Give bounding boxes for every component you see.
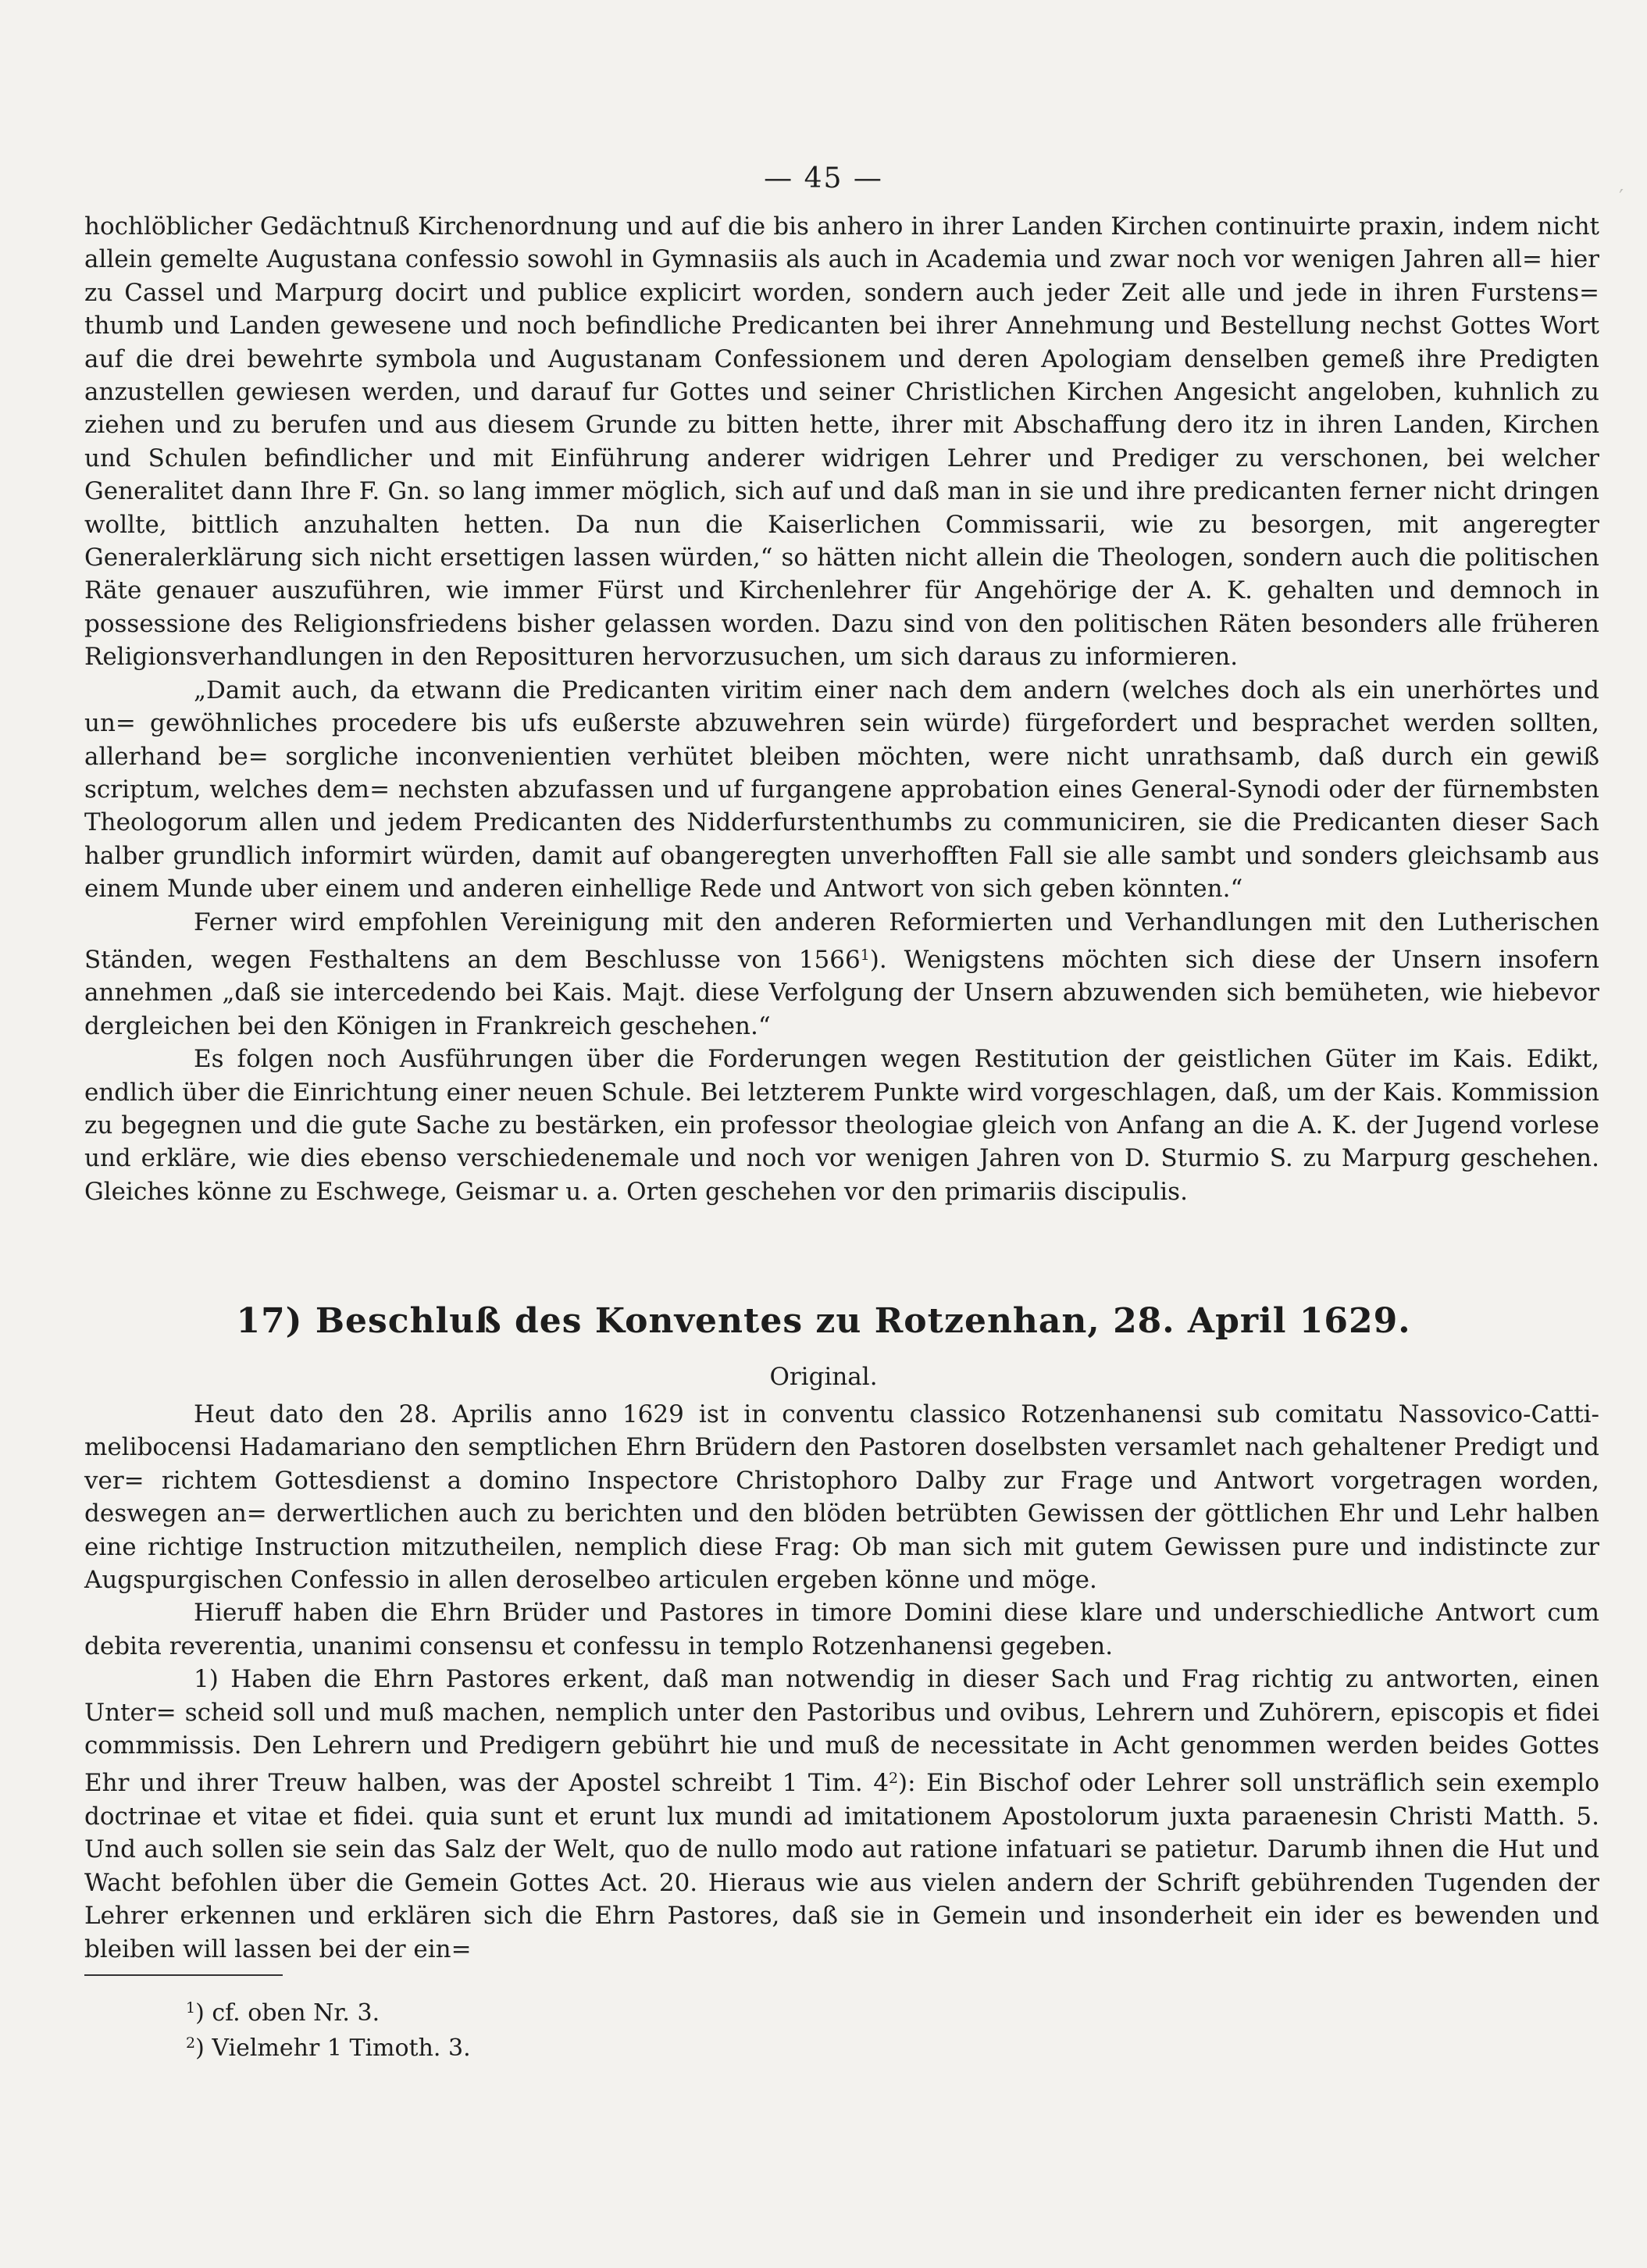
paragraph-convention: Heut dato den 28. Aprilis anno 1629 ist in conventu classico Rotzenhanensi sub comitatu Nassovico-Catti- melibocensi Hadamariano den semptlichen Ehrn Brüdern den Pastoren doselbsten versamlet nach gehaltener Predigt und ver= richtem Gottesdienst a domino Inspectore Christophoro Dalby zur Frage und Antwort vorgetragen worden, deswegen an= derwertlichen auch zu berichten und den blöden betrübten Gewissen der göttlichen Ehr und Lehr halben eine richtige Instruction mitzutheilen, nemplich diese Frag: Ob man sich mit gutem Gewissen pure und indistincte zur Augspurgischen Confessio in allen deroselbeo articulen ergeben könne und möge. xyxy=(84,1400,1599,1595)
paragraph-text: ). Wenigstens möchten sich diese der Unsern insofern annehmen „daß sie intercedendo bei Kais. Majt. diese Verfolgung der Unsern abzuwenden sich bemüheten, wie hiebevor dergleichen bei den Königen in Frankreich geschehen.“ xyxy=(84,945,1600,1040)
footnote-reference: 1 xyxy=(860,946,870,964)
footnote-mark: 2 xyxy=(186,2034,196,2052)
paragraph-point-one xyxy=(84,1663,1599,1966)
page-number: — 45 — xyxy=(764,162,883,194)
footnote-text: ) cf. oben Nr. 3. xyxy=(195,1999,380,2027)
paragraph-school: Es folgen noch Ausführungen über die Forderungen wegen Restitution der geistlichen Güter im Kais. Edikt, endlich über die Einrichtung einer neuen Schule. Bei letzterem Punkte wird vorgeschlagen, daß, um der Kais. Kommission zu begegnen und die gute Sache zu bestärken, ein professor theologiae gleich von Anfang an die A. K. der Jugend vorlese und erkläre, wie dies ebenso verschiedenemale und noch vor wenigen Jahren von D. Sturmio S. zu Marpurg geschehen. Gleiches könne zu Eschwege, Geismar u. a. Orten geschehen vor den primariis discipulis. xyxy=(84,1045,1599,1206)
paragraph-text: ): Ein Bischof oder Lehrer soll unsträflich sein exemplo doctrinae et vitae et fidei. quia sunt et erunt lux mundi ad imitationem Apostolorum juxta paraenesin Christi Matth. 5. Und auch sollen sie sein das Salz der Welt, quo de nullo modo aut ratione infatuari se patietur. Darumb ihnen die Hut und Wacht befohlen über die Gemein Gottes Act. 20. Hieraus wie aus vielen andern der Schrift gebührenden Tugenden der Lehrer erkennen und erklären sich die Ehrn Pastores, daß sie in Gemein und insonderheit ein ider es bewenden und bleiben will lassen bei der ein= xyxy=(84,1769,1599,1963)
paragraph-answer: Hieruff haben die Ehrn Brüder und Pastores in timore Domini diese klare und underschiedliche Antwort cum debita reverentia, unanimi consensu et confessu in templo Rotzenhanensi gegeben. xyxy=(84,1599,1599,1660)
text-block-bottom xyxy=(84,1398,1599,1966)
section-heading: 17) Beschluß des Konventes zu Rotzenhan, 28. April 1629. xyxy=(236,1301,1411,1341)
paragraph-text: Ferner wird empfohlen Vereinigung mit den anderen Reformierten und Verhandlungen mit den Lutherischen Ständen, wegen Festhaltens an dem Beschlusse von 1566 xyxy=(84,908,1599,974)
footnote-reference: 2 xyxy=(888,1770,899,1788)
footnote-text: ) Vielmehr 1 Timoth. 3. xyxy=(195,2034,471,2062)
text-block-top xyxy=(84,210,1599,1208)
paragraph-continuation: hochlöblicher Gedächtnuß Kirchenordnung und auf die bis anhero in ihrer Landen Kirchen continuirte praxin, indem nicht allein gemelte Augustana confessio sowohl in Gymnasiis als auch in Academia und zwar noch vor wenigen Jahren all= hier zu Cassel und Marpurg docirt und publice explicirt worden, sondern auch jeder Zeit alle und jede in ihren Furstens= thumb und Landen gewesene und noch befindliche Predicanten bei ihrer Annehmung und Bestellung nechst Gottes Wort auf die drei bewehrte symbola und Augustanam Confessionem und deren Apologiam denselben gemeß ihre Predigten anzustellen gewiesen werden, und darauf fur Gottes und seiner Christlichen Kirchen Angesicht angeloben, kuhnlich zu ziehen und zu berufen und aus diesem Grunde zu bitten hette, ihrer mit Abschaffung dero itz in ihren Landen, Kirchen und Schulen befindlicher und mit Einführung anderer widrigen Lehrer und Prediger zu verschonen, bei welcher Generalitet dann Ihre F. Gn. so lang immer möglich, sich auf und daß man in sie und ihre predicanten ferner nicht dringen wollte, bittlich anzuhalten hetten. Da nun die Kaiserlichen Commissarii, wie zu besorgen, mit angeregter Generalerklärung sich nicht ersettigen lassen würden,“ so hätten nicht allein die Theologen, sondern auch die politischen Räte genauer auszuführen, wie immer Fürst und Kirchenlehrer für Angehörige der A. K. gehalten und demnoch in possessione des Religionsfriedens bisher gelassen worden. Dazu sind von den politischen Räten besonders alle früheren Religionsverhandlungen in den Repositturen hervorzusuchen, um sich daraus zu informieren. xyxy=(84,212,1599,672)
section-subtitle: Original. xyxy=(769,1363,878,1391)
paragraph-text: 1) Haben die Ehrn Pastores erkent, daß man notwendig in dieser Sach und Frag richtig zu antworten, einen Unter= scheid soll und muß machen, nemplich unter den Pastoribus und ovibus, Lehrern und Zuhörern, episcopis et fidei commmissis. Den Lehrern und Predigern gebührt hie und muß de necessitate in Acht genommen werden beides Gottes Ehr und ihrer Treuw halben, was der Apostel schreibt 1 Tim. 4 xyxy=(84,1665,1599,1798)
footnote-rule xyxy=(84,1974,283,1976)
footnote xyxy=(186,2028,471,2063)
footnotes xyxy=(186,1993,471,2063)
footnote-mark: 1 xyxy=(186,1999,196,2017)
paragraph-reformed xyxy=(84,906,1599,1043)
paragraph-quote: „Damit auch, da etwann die Predicanten viritim einer nach dem andern (welches doch als ein unerhörtes und un= gewöhnliches procedere bis ufs eußerste abzuwehren sein würde) fürgefordert und besprachet werden sollten, allerhand be= sorgliche inconvenientien verhütet bleiben möchten, were nicht unrathsamb, daß durch ein gewiß scriptum, welches dem= nechsten abzufassen und uf furgangene approbation eines General-Synodi oder der fürnembsten Theologorum allen und jedem Predicanten des Nidderfurstenthumbs zu communiciren, sie die Predicanten dieser Sach halber grundlich informirt würden, damit auf obangeregten unverhofften Fall sie alle sambt und sonders gleichsamb aus einem Munde uber einem und anderen einhellige Rede und Antwort von sich geben könnten.“ xyxy=(84,676,1599,904)
footnote xyxy=(186,1993,471,2028)
edge-mark: ′ xyxy=(1619,186,1624,209)
